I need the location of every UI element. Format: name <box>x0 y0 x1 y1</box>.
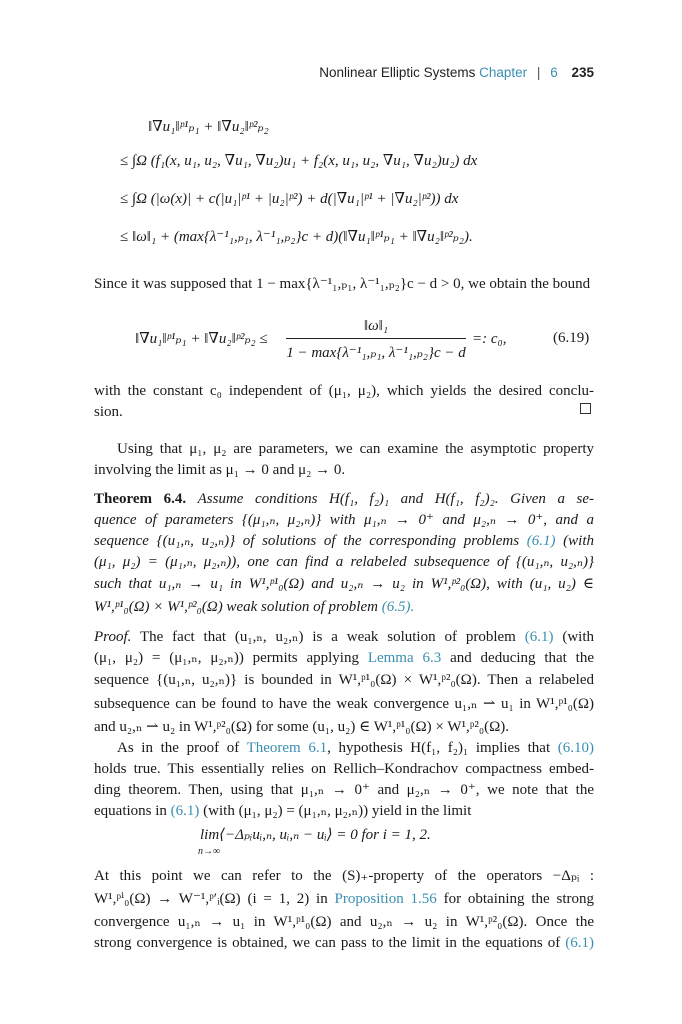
proof-text-11b: for obtaining the strong <box>443 891 594 907</box>
proof-line-2 <box>94 648 594 670</box>
link-eq-6-1-limit[interactable]: (6.1) <box>170 803 200 819</box>
proof-line-12: convergence u₁,ₙ → u₁ in W¹,ᵖ¹₀(Ω) and u₂,ₙ → u₂ in W¹,ᵖ²₀(Ω). Once the <box>94 914 594 930</box>
theorem-text-3b: (with <box>563 533 594 549</box>
limit-equation: lim⟨−Δₚᵢuᵢ,ₙ, uᵢ,ₙ − uᵢ⟩ = 0 for i = 1, 2. <box>200 827 431 843</box>
link-eq-6-1[interactable]: (6.1) <box>526 533 556 549</box>
theorem-label: Theorem 6.4. <box>94 491 187 507</box>
link-eq-6-5[interactable]: (6.5). <box>381 599 415 615</box>
paragraph-constant-line-1: with the constant c₀ independent of (μ₁, μ₂), which yields the desired conclu- <box>94 383 594 399</box>
theorem-line-3 <box>94 531 594 553</box>
paragraph-using-line-2: involving the limit as μ₁ → 0 and μ₂ → 0. <box>94 462 346 478</box>
bound-rhs: =: c₀, <box>472 331 507 347</box>
theorem-text-3a: sequence {(u₁,ₙ, u₂,ₙ)} of solutions of the corresponding problems <box>94 533 520 549</box>
equation-label-6-19: (6.19) <box>553 330 590 346</box>
theorem-line-5: such that u₁,ₙ → u₁ in W¹,ᵖ¹₀(Ω) and u₂,ₙ → u₂ in W¹,ᵖ²₀(Ω), with (u₁, u₂) ∈ <box>94 576 594 592</box>
header-title: Nonlinear Elliptic Systems <box>319 65 476 80</box>
proof-text-13a: strong convergence is obtained, we can pass to the limit in the equations of <box>94 935 561 951</box>
theorem-line-4: (μ₁, μ₂) = (μ₁,ₙ, μ₂,ₙ)), one can find a relabeled subsequence of {(u₁,ₙ, u₂,ₙ)} <box>94 554 594 570</box>
link-eq-6-1-final[interactable]: (6.1) <box>565 935 594 951</box>
qed-square-icon <box>580 403 591 414</box>
proof-line-5: and u₂,ₙ ⇀ u₂ in W¹,ᵖ²₀(Ω) for some (u₁, u₂) ∈ W¹,ᵖ¹₀(Ω) × W¹,ᵖ²₀(Ω). <box>94 719 509 735</box>
header-chapter-number: 6 <box>550 65 558 80</box>
equation-line-1: ‖∇u₁‖ᵖ¹ₚ₁ + ‖∇u₂‖ᵖ²ₚ₂ <box>148 119 269 135</box>
proof-text-6b: , hypothesis H(f₁, f₂)₁ implies that <box>327 740 551 756</box>
proof-text-6a: As in the proof of <box>117 740 240 756</box>
proof-line-4: subsequence can be found to have the weak convergence u₁,ₙ ⇀ u₁ in W¹,ᵖ¹₀(Ω) <box>94 696 594 712</box>
proof-text-2b: and deducing that the <box>450 650 595 666</box>
header-separator: | <box>536 65 541 80</box>
proof-line-11 <box>94 889 594 911</box>
theorem-line-2: quence of parameters {(μ₁,ₙ, μ₂,ₙ)} with μ₁,ₙ → 0⁺ and μ₂,ₙ → 0⁺, and a <box>94 512 594 528</box>
proof-line-8: ding theorem. Then, using that μ₁,ₙ → 0⁺ and μ₂,ₙ → 0⁺, we note that the <box>94 782 594 798</box>
proof-line-13 <box>94 933 594 955</box>
proof-line-1 <box>94 627 594 649</box>
bound-denominator: 1 − max{λ⁻¹₁,ₚ₁, λ⁻¹₁,ₚ₂}c − d <box>286 345 466 361</box>
paragraph-constant-line-2: sion. <box>94 404 123 420</box>
proof-text-1b: (with <box>562 629 594 645</box>
theorem-text-1: Assume conditions H(f₁, f₂)₁ and H(f₁, f₂)₂. Given a se- <box>197 491 594 507</box>
equation-line-4: ≤ ‖ω‖₁ + (max{λ⁻¹₁,ₚ₁, λ⁻¹₁,ₚ₂}c + d)(‖∇u₁‖ᵖ¹ₚ₁ + ‖∇u₂‖ᵖ²ₚ₂). <box>120 229 473 245</box>
proof-line-9 <box>94 801 594 823</box>
proof-line-3: sequence {(u₁,ₙ, u₂,ₙ)} is bounded in W¹,ᵖ¹₀(Ω) × W¹,ᵖ²₀(Ω). Then a relabeled <box>94 672 594 688</box>
paragraph-since: Since it was supposed that 1 − max{λ⁻¹₁,ₚ₁, λ⁻¹₁,ₚ₂}c − d > 0, we obtain the bound <box>94 276 591 292</box>
running-header <box>319 65 594 80</box>
limit-subscript: n→∞ <box>198 846 221 857</box>
page-number: 235 <box>571 65 594 80</box>
bound-fraction <box>286 317 466 362</box>
theorem-line-6 <box>94 597 594 619</box>
proof-text-11a: W¹,ᵖⁱ₀(Ω) → W⁻¹,ᵖ′ᵢ(Ω) (i = 1, 2) in <box>94 891 328 907</box>
proof-line-7: holds true. This essentially relies on Rellich–Kondrachov compactness embed- <box>94 761 594 777</box>
proof-line-10: At this point we can refer to the (S)₊-property of the operators −Δₚᵢ : <box>94 868 594 884</box>
proof-text-9b: (with (μ₁, μ₂) = (μ₁,ₙ, μ₂,ₙ)) yield in the limit <box>203 803 472 819</box>
proof-line-6 <box>117 738 594 760</box>
link-theorem-6-1[interactable]: Theorem 6.1 <box>246 740 328 756</box>
bound-lhs: ‖∇u₁‖ᵖ¹ₚ₁ + ‖∇u₂‖ᵖ²ₚ₂ ≤ <box>135 331 268 347</box>
link-eq-6-10[interactable]: (6.10) <box>557 740 595 756</box>
proof-text-1a: The fact that (u₁,ₙ, u₂,ₙ) is a weak solution of problem <box>139 629 516 645</box>
equation-line-2: ≤ ∫Ω (f₁(x, u₁, u₂, ∇u₁, ∇u₂)u₁ + f₂(x, u₁, u₂, ∇u₁, ∇u₂)u₂) dx <box>120 153 478 169</box>
paragraph-using-line-1: Using that μ₁, μ₂ are parameters, we can examine the asymptotic property <box>117 441 594 457</box>
bound-numerator: ‖ω‖₁ <box>286 317 466 339</box>
proof-text-9a: equations in <box>94 803 167 819</box>
link-lemma-6-3[interactable]: Lemma 6.3 <box>367 650 442 666</box>
equation-line-3: ≤ ∫Ω (|ω(x)| + c(|u₁|ᵖ¹ + |u₂|ᵖ²) + d(|∇u₁|ᵖ¹ + |∇u₂|ᵖ²)) dx <box>120 191 459 207</box>
theorem-line-1 <box>94 489 594 511</box>
theorem-text-6a: W¹,ᵖ¹₀(Ω) × W¹,ᵖ²₀(Ω) weak solution of problem <box>94 599 378 615</box>
proof-label: Proof. <box>94 629 132 645</box>
link-proposition-1-56[interactable]: Proposition 1.56 <box>334 891 437 907</box>
proof-text-2a: (μ₁, μ₂) = (μ₁,ₙ, μ₂,ₙ)) permits applying <box>94 650 359 666</box>
header-chapter-label: Chapter <box>479 65 528 80</box>
link-eq-6-1-proof[interactable]: (6.1) <box>524 629 554 645</box>
